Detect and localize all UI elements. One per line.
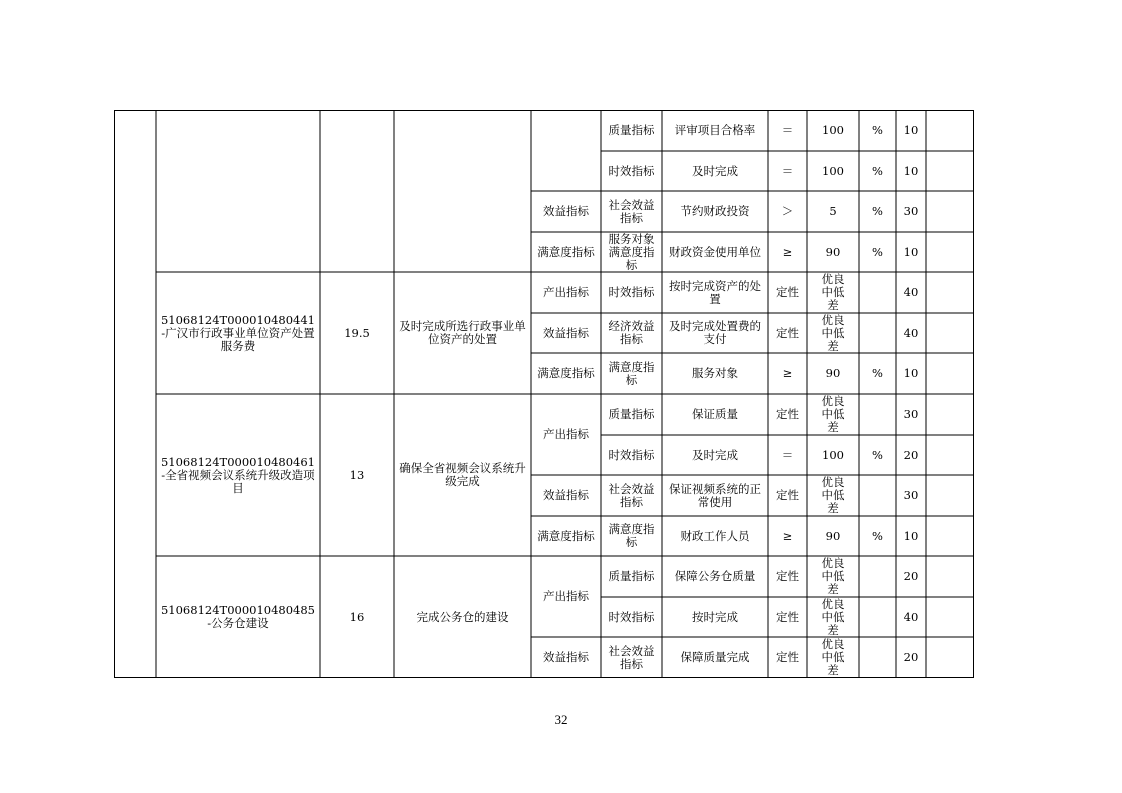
indicator-weight: 40	[903, 285, 919, 299]
indicator-unit: %	[872, 244, 883, 259]
indicator-level2: 时效指标	[608, 609, 655, 624]
indicator-unit	[859, 394, 896, 435]
indicator-level1: 效益指标	[543, 204, 589, 218]
indicator-value: 90	[825, 528, 841, 543]
indicator-operator: 定性	[776, 569, 799, 583]
indicator-level1: 效益指标	[543, 325, 589, 340]
indicator-weight: 10	[903, 244, 919, 259]
indicator-level2: 质量指标	[608, 123, 655, 137]
indicator-name: 节约财政投资	[680, 204, 750, 218]
indicator-weight: 30	[903, 204, 919, 218]
indicator-name: 保障质量完成	[680, 650, 750, 664]
indicator-value: 90	[825, 366, 841, 380]
indicator-level2: 时效指标	[608, 447, 655, 462]
indicator-unit	[859, 313, 896, 353]
indicator-name: 财政工作人员	[680, 528, 750, 543]
indicator-weight: 20	[903, 447, 919, 462]
indicator-level1: 产出指标	[543, 589, 589, 603]
project-amount: 13	[349, 467, 365, 482]
indicator-weight: 10	[903, 528, 919, 543]
indicator-level2: 满意度指标	[608, 359, 655, 387]
indicator-unit	[859, 475, 896, 516]
indicator-weight: 20	[903, 569, 919, 583]
project-goal: 完成公务仓的建设	[416, 609, 509, 624]
indicator-name: 保证质量	[692, 407, 738, 421]
indicator-value: 5	[829, 204, 837, 218]
indicator-level2: 质量指标	[608, 407, 655, 421]
indicator-operator: 定性	[776, 285, 799, 299]
indicator-level1: 效益指标	[543, 650, 589, 664]
project-amount: 19.5	[344, 325, 370, 340]
indicator-value: 优良中低差	[821, 272, 845, 312]
indicator-level1: 满意度指标	[537, 244, 595, 259]
indicator-name: 财政资金使用单位	[669, 244, 761, 259]
indicator-operator: ≥	[782, 244, 793, 259]
indicator-unit: %	[872, 204, 883, 218]
indicator-name: 及时完成	[692, 447, 738, 462]
project-goal: 确保全省视频会议系统升级完成	[399, 461, 526, 488]
indicator-weight: 40	[903, 325, 919, 340]
indicator-unit: %	[872, 163, 883, 178]
indicator-name: 按时完成资产的处置	[669, 278, 761, 306]
indicator-operator: 定性	[776, 325, 799, 340]
indicator-unit	[859, 272, 896, 313]
indicator-weight: 30	[903, 407, 919, 421]
indicator-operator: 定性	[776, 650, 799, 664]
indicator-name: 保证视频系统的正常使用	[669, 481, 761, 509]
indicator-level2: 经济效益指标	[608, 319, 655, 346]
indicator-name: 评审项目合格率	[674, 123, 756, 137]
indicator-weight: 30	[903, 488, 919, 502]
indicator-unit: %	[872, 447, 883, 462]
indicator-name: 保障公务仓质量	[674, 569, 756, 583]
indicator-value: 优良中低差	[821, 394, 845, 434]
indicator-level1: 效益指标	[543, 488, 589, 502]
indicator-name: 服务对象	[692, 366, 738, 380]
indicator-name: 及时完成处置费的支付	[669, 319, 761, 346]
indicator-operator: 定性	[776, 407, 799, 421]
indicator-unit	[859, 597, 896, 637]
indicator-value: 100	[822, 163, 844, 178]
indicator-value: 优良中低差	[821, 312, 845, 353]
indicator-level2: 满意度指标	[608, 522, 655, 549]
indicator-weight: 40	[903, 609, 919, 624]
project-goal: 及时完成所选行政事业单位资产的处置	[399, 319, 526, 346]
indicator-weight: 10	[903, 123, 919, 137]
page-number: 32	[554, 712, 568, 727]
indicator-operator: 定性	[776, 609, 799, 624]
indicator-name: 及时完成	[692, 163, 738, 178]
performance-indicator-table	[114, 110, 974, 678]
indicator-level2: 时效指标	[608, 285, 655, 299]
indicator-unit	[859, 637, 896, 678]
indicator-value: 优良中低差	[821, 556, 845, 596]
indicator-value: 优良中低差	[821, 596, 845, 637]
indicator-weight: 10	[903, 366, 919, 380]
indicator-unit	[859, 556, 896, 597]
indicator-operator: ＝	[781, 123, 794, 137]
indicator-operator: ≥	[782, 528, 793, 543]
indicator-value: 100	[822, 123, 844, 137]
project-name: 51068124T000010480485-公务仓建设	[160, 603, 315, 630]
indicator-level2: 服务对象满意度指标	[608, 231, 655, 272]
indicator-value: 优良中低差	[821, 637, 845, 677]
indicator-weight: 10	[903, 163, 919, 178]
indicator-operator: ＝	[781, 447, 794, 462]
indicator-level2: 社会效益指标	[608, 481, 655, 509]
indicator-value: 100	[822, 447, 844, 462]
indicator-operator: ≥	[782, 366, 793, 380]
indicator-level1: 产出指标	[543, 427, 589, 441]
project-amount: 16	[349, 609, 365, 624]
indicator-operator: ＝	[781, 163, 794, 178]
indicator-value: 优良中低差	[821, 475, 845, 515]
project-name: 51068124T000010480461-全省视频会议系统升级改造项目	[160, 454, 315, 495]
indicator-level1: 满意度指标	[537, 528, 595, 543]
project-name: 51068124T000010480441-广汉市行政事业单位资产处置服务费	[160, 312, 315, 353]
indicator-level2: 时效指标	[608, 163, 655, 178]
indicator-unit: %	[872, 528, 883, 543]
indicator-level2: 质量指标	[608, 569, 655, 583]
indicator-level2: 社会效益指标	[608, 643, 655, 671]
indicator-level2: 社会效益指标	[608, 197, 655, 225]
indicator-operator: ＞	[781, 204, 794, 218]
indicator-level1: 满意度指标	[537, 366, 595, 380]
indicator-operator: 定性	[776, 488, 799, 502]
indicator-name: 按时完成	[692, 609, 738, 624]
indicator-value: 90	[825, 244, 841, 259]
indicator-level1: 产出指标	[543, 285, 589, 299]
indicator-unit: %	[872, 366, 883, 380]
indicator-unit: %	[872, 123, 883, 137]
indicator-weight: 20	[903, 650, 919, 664]
